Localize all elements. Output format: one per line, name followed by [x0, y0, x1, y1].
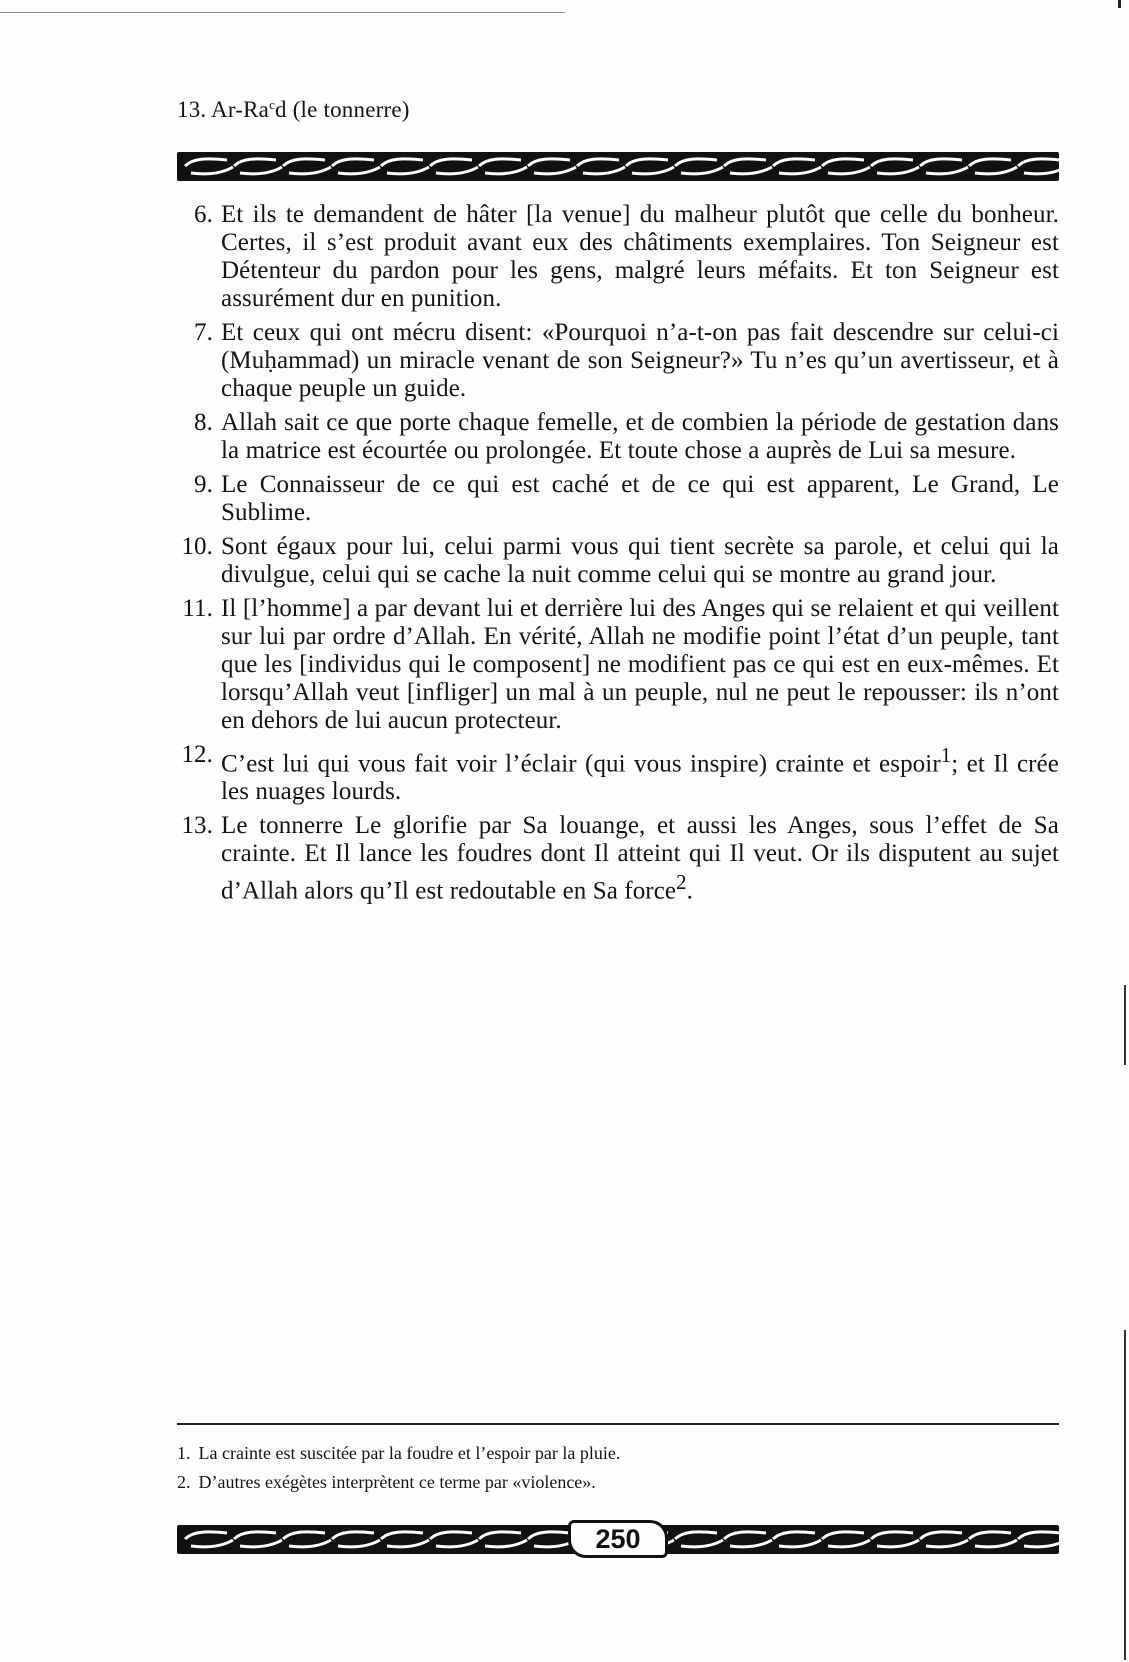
verse — [177, 409, 1059, 465]
chain-link-upper — [773, 159, 815, 166]
verse — [177, 319, 1059, 403]
verse-text-tail: ; et Il crée les nuages lourds. — [221, 750, 1059, 806]
chain-link-upper — [969, 159, 1011, 166]
surah-title-superscript: c — [269, 97, 276, 112]
chain-link-lower — [926, 1540, 968, 1547]
footnotes — [177, 1439, 1059, 1497]
chain-link-upper — [430, 159, 472, 166]
chain-link-lower — [1024, 1540, 1059, 1547]
chain-link-lower — [289, 167, 331, 174]
verse-number: 13. — [181, 812, 213, 840]
verse — [177, 595, 1059, 735]
chain-link-upper — [381, 1532, 423, 1539]
chain-link-upper — [920, 159, 962, 166]
chain-link-lower — [387, 167, 429, 174]
chain-link-lower — [926, 167, 968, 174]
chain-link-upper — [185, 159, 227, 166]
surah-title-suffix: d (le tonnerre) — [275, 97, 410, 122]
chain-link-lower — [338, 1540, 380, 1547]
chain-link-upper — [528, 1532, 570, 1539]
chain-link-upper — [185, 1532, 227, 1539]
chain-link-lower — [877, 167, 919, 174]
chain-link-upper — [1018, 159, 1059, 166]
chain-link-upper — [822, 159, 864, 166]
verse-number: 7. — [194, 319, 213, 346]
footnote-text: D’autres exégètes interprètent ce terme par «violence». — [198, 1472, 596, 1492]
verse-number: 10. — [181, 533, 213, 560]
chain-link-upper — [577, 159, 619, 166]
chain-link-lower — [828, 1540, 870, 1547]
footnote — [177, 1439, 1059, 1468]
chain-link-lower — [387, 1540, 429, 1547]
scan-mark — [1118, 0, 1121, 8]
chain-link-lower — [485, 167, 527, 174]
chain-link-lower — [485, 1540, 527, 1547]
verse — [177, 533, 1059, 589]
chain-link-upper — [528, 159, 570, 166]
verse — [177, 201, 1059, 313]
chain-link-upper — [969, 1532, 1011, 1539]
chain-link-lower — [730, 167, 772, 174]
chain-link-upper — [381, 159, 423, 166]
chain-link-upper — [430, 1532, 472, 1539]
footnote — [177, 1468, 1059, 1497]
verse-text: Et ils te demandent de hâter [la venue] du malheur plutôt que celle du bonheur. Certes, il s’est produit avant eux des châtiments exemplaires. Ton Seigneur est Détenteur du pardon pour les gens, malgré leurs méfaits. Et ton Seigneur est assurément dur en punition. — [221, 201, 1059, 312]
chain-link-upper — [234, 159, 276, 166]
verse-text: Il [l’homme] a par devant lui et derrière lui des Anges qui se relaient et qui veillent sur lui par ordre d’Allah. En vérité, Allah ne modifie point l’état d’un peuple, tant que les [individus qui le composent] ne modifient pas ce qui est en eux-mêmes. Et lorsqu’Allah veut [infliger] un mal à un peuple, nul ne peut le repousser: ils n’ont en dehors de lui aucun protecteur. — [221, 595, 1059, 734]
verse-number: 11. — [182, 595, 213, 622]
verse-text: Allah sait ce que porte chaque femelle, et de combien la période de gestation dans la matrice est écourtée ou prolongée. Et toute chose a auprès de Lui sa mesure. — [221, 409, 1059, 464]
footnote-text: La crainte est suscitée par la foudre et l’espoir par la pluie. — [198, 1443, 621, 1463]
chain-link-lower — [877, 1540, 919, 1547]
chain-link-lower — [289, 1540, 331, 1547]
chain-link-upper — [479, 1532, 521, 1539]
chain-link-lower — [240, 167, 282, 174]
chain-link-lower — [975, 1540, 1017, 1547]
chain-link-lower — [779, 1540, 821, 1547]
verse-number: 8. — [194, 409, 213, 436]
chain-link-upper — [822, 1532, 864, 1539]
chain-link-lower — [779, 167, 821, 174]
chain-link-lower — [338, 167, 380, 174]
surah-title-prefix: 13. Ar-Ra — [177, 97, 270, 122]
chain-link-lower — [436, 1540, 478, 1547]
verse-text: Le Connaisseur de ce qui est caché et de ce qui est apparent, Le Grand, Le Sublime. — [221, 471, 1059, 526]
chain-link-lower — [828, 167, 870, 174]
chain-link-upper — [479, 159, 521, 166]
scan-top-edge — [0, 12, 565, 13]
chain-link-upper — [283, 159, 325, 166]
scan-right-edge — [1124, 985, 1126, 1065]
verse-text: Sont égaux pour lui, celui parmi vous qui tient secrète sa parole, et celui qui la divulgue, celui qui se cache la nuit comme celui qui se montre au grand jour. — [221, 533, 1059, 588]
verse-text: Le tonnerre Le glorifie par Sa louange, et aussi les Anges, sous l’effet de Sa crainte. Et Il lance les foudres dont Il atteint qui Il veut. Or ils disputent au sujet d’Allah alors qu’Il est redoutable en Sa force — [221, 812, 1059, 905]
verse — [177, 812, 1059, 905]
chain-link-lower — [583, 167, 625, 174]
verse — [177, 471, 1059, 527]
scan-right-edge — [1124, 1330, 1126, 1660]
chain-link-lower — [681, 167, 723, 174]
footnotes-divider — [177, 1423, 1059, 1425]
chain-link-lower — [191, 1540, 233, 1547]
verse-text: C’est lui qui vous fait voir l’éclair (qui vous inspire) crainte et espoir — [221, 750, 941, 778]
chain-link-upper — [283, 1532, 325, 1539]
verse-list — [177, 201, 1059, 912]
chain-ornament — [177, 152, 1059, 181]
chain-link-lower — [436, 167, 478, 174]
footnote-number: 2. — [177, 1472, 191, 1492]
chain-link-upper — [332, 159, 374, 166]
ornamental-band-top — [177, 152, 1059, 181]
chain-link-lower — [534, 167, 576, 174]
footnote-ref: 2 — [676, 870, 687, 895]
chain-link-upper — [234, 1532, 276, 1539]
verse-text: Et ceux qui ont mécru disent: «Pourquoi n’a-t-on pas fait descendre sur celui-ci (Muḥammad) un miracle venant de son Seigneur?» Tu n’es qu’un avertisseur, et à chaque peuple un guide. — [221, 319, 1059, 402]
verse-number: 12. — [181, 741, 213, 768]
surah-header — [177, 97, 410, 123]
chain-link-upper — [724, 159, 766, 166]
chain-link-lower — [240, 1540, 282, 1547]
chain-link-lower — [975, 167, 1017, 174]
chain-link-upper — [332, 1532, 374, 1539]
chain-link-lower — [1024, 167, 1059, 174]
chain-link-upper — [1018, 1532, 1059, 1539]
verse-number: 6. — [194, 201, 213, 228]
chain-link-upper — [724, 1532, 766, 1539]
chain-link-lower — [191, 167, 233, 174]
page-number: 250 — [568, 1520, 668, 1558]
verse-number: 9. — [194, 471, 213, 498]
chain-link-upper — [871, 159, 913, 166]
chain-link-upper — [871, 1532, 913, 1539]
chain-link-lower — [730, 1540, 772, 1547]
chain-link-lower — [681, 1540, 723, 1547]
chain-link-upper — [773, 1532, 815, 1539]
chain-link-upper — [626, 159, 668, 166]
verse — [177, 741, 1059, 806]
chain-link-upper — [675, 1532, 717, 1539]
verse-text-tail: . — [686, 877, 693, 905]
chain-link-lower — [632, 167, 674, 174]
chain-link-upper — [675, 159, 717, 166]
footnote-ref: 1 — [940, 743, 952, 767]
chain-link-upper — [920, 1532, 962, 1539]
footnote-number: 1. — [177, 1443, 191, 1463]
